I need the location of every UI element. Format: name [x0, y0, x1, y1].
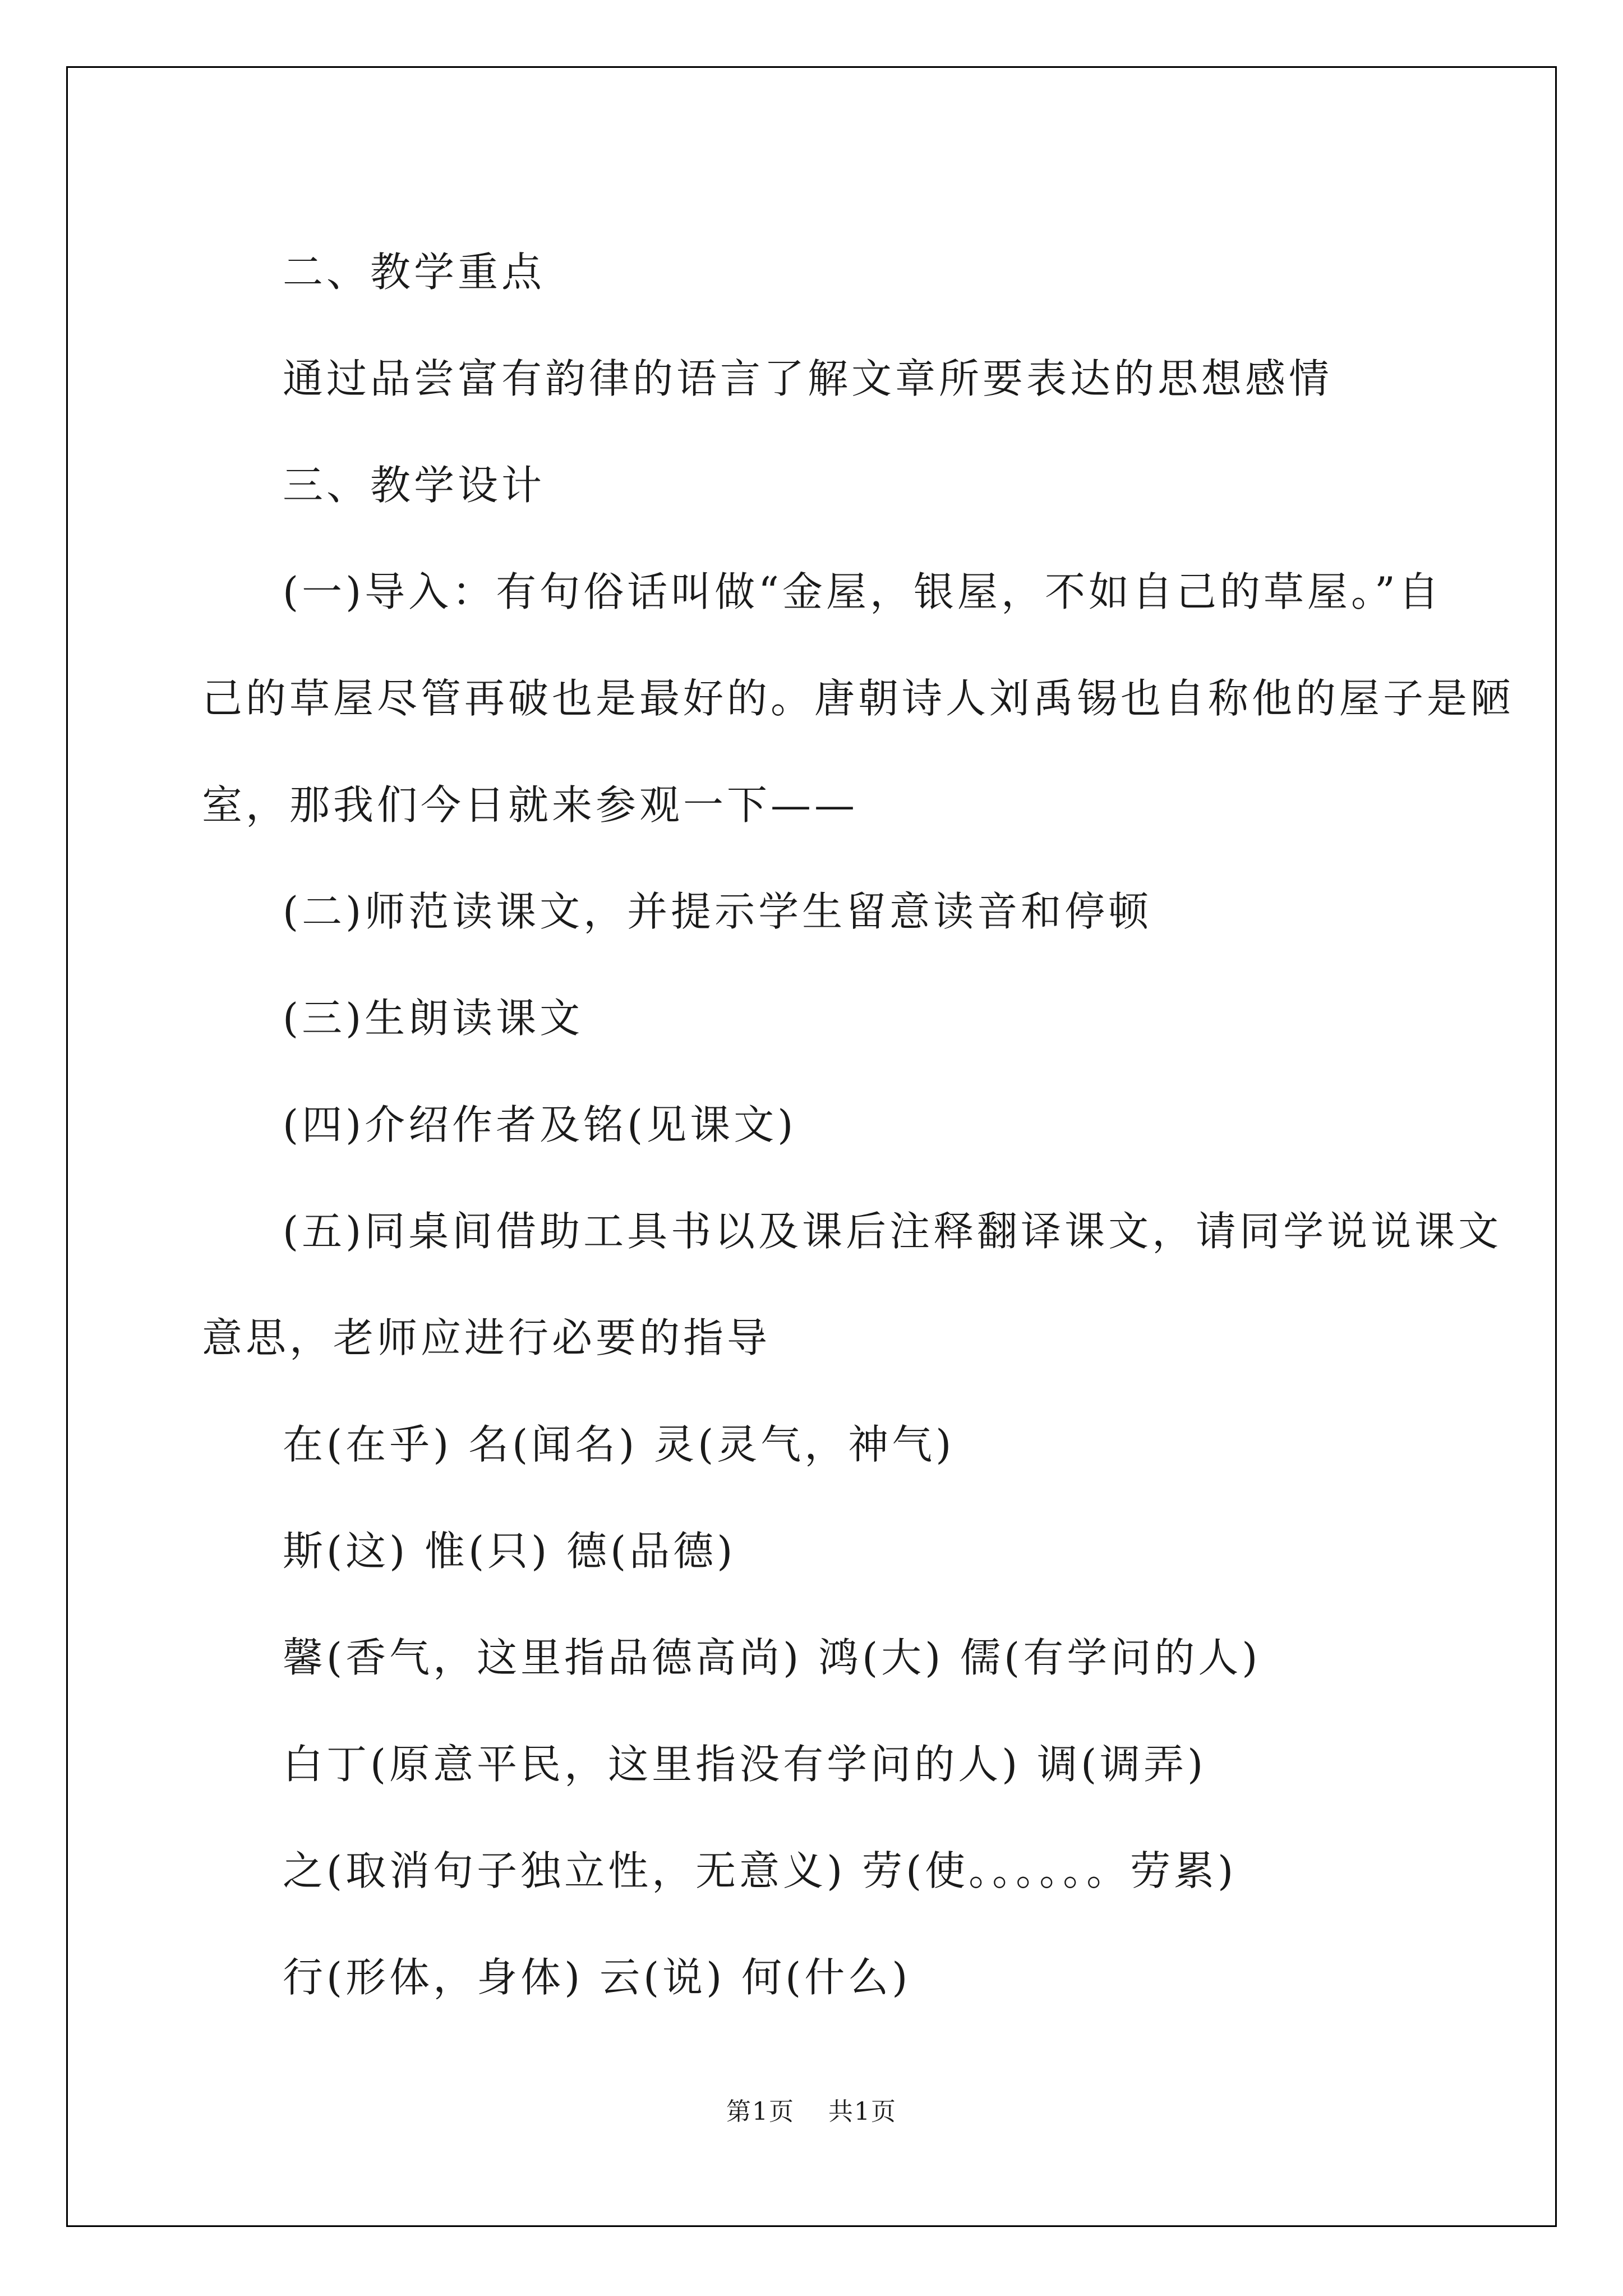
paragraph-intro-line-1: (一)导入：有句俗话叫做“金屋，银屋，不如自己的草屋。”自: [283, 568, 1442, 615]
vocab-line-4: 白丁(原意平民，这里指没有学问的人) 调(调弄): [283, 1741, 1207, 1788]
paragraph-step-5-line-2: 意思，老师应进行必要的指导: [202, 1314, 771, 1361]
vocab-line-6: 行(形体，身体) 云(说) 何(什么): [283, 1954, 911, 2001]
section-heading-teaching-design: 三、教学设计: [283, 462, 546, 509]
vocab-line-1: 在(在乎) 名(闻名) 灵(灵气，神气): [283, 1421, 955, 1468]
paragraph-teaching-focus: 通过品尝富有韵律的语言了解文章所要表达的思想感情: [283, 355, 1333, 402]
paragraph-intro-line-2: 己的草屋尽管再破也是最好的。唐朝诗人刘禹锡也自称他的屋子是陋: [202, 675, 1515, 722]
paragraph-step-5-line-1: (五)同桌间借助工具书以及课后注释翻译课文，请同学说说课文: [283, 1208, 1502, 1255]
paragraph-step-3: (三)生朗读课文: [283, 995, 584, 1042]
vocab-line-2: 斯(这) 惟(只) 德(品德): [283, 1527, 736, 1575]
paragraph-step-2: (二)师范读课文，并提示学生留意读音和停顿: [283, 888, 1152, 935]
page-number: 第1页: [726, 2097, 795, 2126]
page-total: 共1页: [828, 2097, 897, 2126]
document-body: [202, 219, 1515, 2031]
vocab-line-3: 馨(香气，这里指品德高尚) 鸿(大) 儒(有学问的人): [283, 1634, 1261, 1681]
page-footer: [0, 2091, 1623, 2127]
paragraph-step-4: (四)介绍作者及铭(见课文): [283, 1101, 797, 1148]
vocab-line-5: 之(取消句子独立性，无意义) 劳(使。。。。。。劳累): [283, 1847, 1237, 1894]
section-heading-teaching-focus: 二、教学重点: [283, 249, 546, 296]
paragraph-intro-line-3: 室，那我们今日就来参观一下——: [202, 781, 859, 829]
